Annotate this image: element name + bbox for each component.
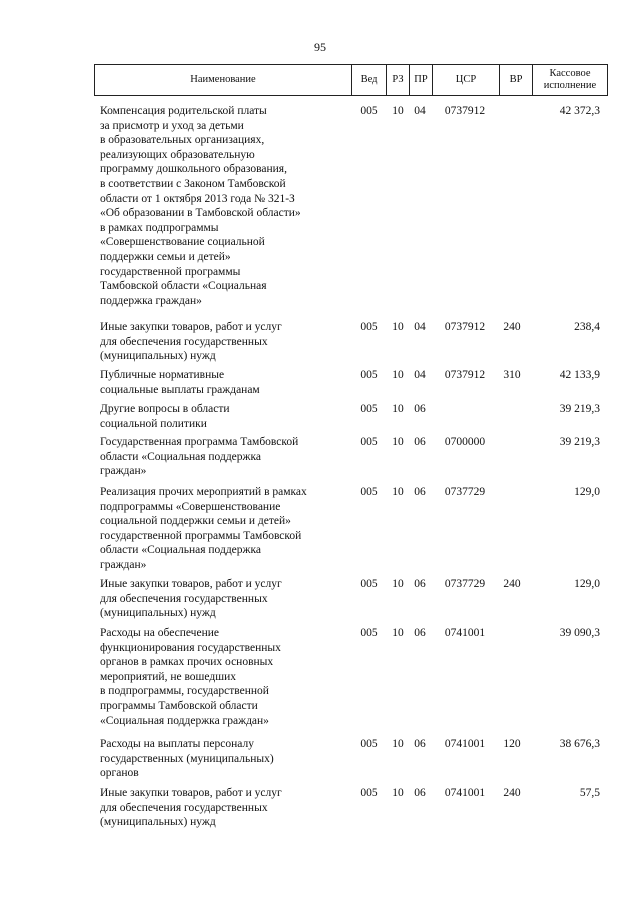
row-ved: 005 [360, 486, 378, 498]
row-amount: 39 219,3 [559, 436, 600, 448]
row-amount: 57,5 [579, 787, 600, 799]
row-name: Реализация прочих мероприятий в рамках подпрограммы «Совершенствование социальной поддержки семьи и детей» государственной программы Тамбовской области «Социальная поддержка граждан» [100, 486, 307, 571]
row-ved: 005 [360, 787, 378, 799]
row-csr: 0741001 [444, 627, 486, 639]
row-csr: 0737912 [444, 321, 486, 333]
row-ved: 005 [360, 403, 378, 415]
header-amount: Кассовое исполнение [533, 65, 608, 96]
row-vr: 310 [503, 369, 521, 381]
header-pr: ПР [410, 65, 433, 96]
row-rz: 10 [392, 369, 404, 381]
row-name: Иные закупки товаров, работ и услуг для обеспечения государственных (муниципальных) нужд [100, 321, 282, 363]
row-csr: 0737912 [444, 105, 486, 117]
header-ved: Вед [352, 65, 387, 96]
row-amount: 238,4 [574, 321, 600, 333]
row-ved: 005 [360, 627, 378, 639]
header-vr: ВР [500, 65, 533, 96]
row-pr: 06 [414, 578, 426, 590]
row-csr: 0741001 [444, 738, 486, 750]
row-ved: 005 [360, 321, 378, 333]
row-amount: 39 219,3 [559, 403, 600, 415]
header-name: Наименование [95, 65, 352, 96]
row-ved: 005 [360, 369, 378, 381]
row-ved: 005 [360, 105, 378, 117]
row-amount: 38 676,3 [559, 738, 600, 750]
row-csr: 0741001 [444, 787, 486, 799]
row-ved: 005 [360, 738, 378, 750]
row-rz: 10 [392, 403, 404, 415]
row-csr: 0700000 [444, 436, 486, 448]
row-name: Публичные нормативные социальные выплаты гражданам [100, 369, 260, 396]
row-rz: 10 [392, 627, 404, 639]
row-pr: 06 [414, 738, 426, 750]
row-rz: 10 [392, 486, 404, 498]
row-pr: 06 [414, 403, 426, 415]
row-csr: 0737912 [444, 369, 486, 381]
row-rz: 10 [392, 105, 404, 117]
row-pr: 04 [414, 369, 426, 381]
row-name: Компенсация родительской платы за присмотр и уход за детьми в образовательных организациях, реализующих образовательную программу дошкольного образования, в соответствии с Законом Тамбовской области от 1 октября 2013 года № 321-З «Об образовании в Тамбовской области» в рамках подпрограммы «Совершенствование социальной поддержки семьи и детей» государственной программы Тамбовской области «Социальная поддержка граждан» [100, 105, 301, 307]
row-pr: 06 [414, 486, 426, 498]
row-amount: 42 133,9 [559, 369, 600, 381]
row-rz: 10 [392, 738, 404, 750]
row-ved: 005 [360, 436, 378, 448]
row-amount: 129,0 [574, 486, 600, 498]
row-rz: 10 [392, 787, 404, 799]
row-name: Расходы на выплаты персоналу государственных (муниципальных) органов [100, 738, 274, 780]
row-rz: 10 [392, 578, 404, 590]
row-pr: 04 [414, 321, 426, 333]
header-csr: ЦСР [433, 65, 500, 96]
row-name: Иные закупки товаров, работ и услуг для обеспечения государственных (муниципальных) нужд [100, 578, 282, 620]
row-ved: 005 [360, 578, 378, 590]
page-number: 95 [314, 40, 326, 54]
row-name: Другие вопросы в области социальной политики [100, 403, 230, 430]
row-name: Государственная программа Тамбовской области «Социальная поддержка граждан» [100, 436, 299, 478]
row-pr: 04 [414, 105, 426, 117]
row-pr: 06 [414, 436, 426, 448]
row-vr: 120 [503, 738, 521, 750]
row-pr: 06 [414, 787, 426, 799]
row-csr: 0737729 [444, 578, 486, 590]
row-vr: 240 [503, 787, 521, 799]
row-name: Иные закупки товаров, работ и услуг для обеспечения государственных (муниципальных) нужд [100, 787, 282, 829]
row-amount: 39 090,3 [559, 627, 600, 639]
row-name: Расходы на обеспечение функционирования государственных органов в рамках прочих основных мероприятий, не вошедших в подпрограммы, государственной программы Тамбовской области «Социальная поддержка граждан» [100, 627, 281, 727]
row-amount: 129,0 [574, 578, 600, 590]
row-pr: 06 [414, 627, 426, 639]
row-vr: 240 [503, 321, 521, 333]
row-csr: 0737729 [444, 486, 486, 498]
row-rz: 10 [392, 436, 404, 448]
row-rz: 10 [392, 321, 404, 333]
row-vr: 240 [503, 578, 521, 590]
header-rz: РЗ [387, 65, 410, 96]
table-header [94, 64, 608, 96]
row-amount: 42 372,3 [559, 105, 600, 117]
